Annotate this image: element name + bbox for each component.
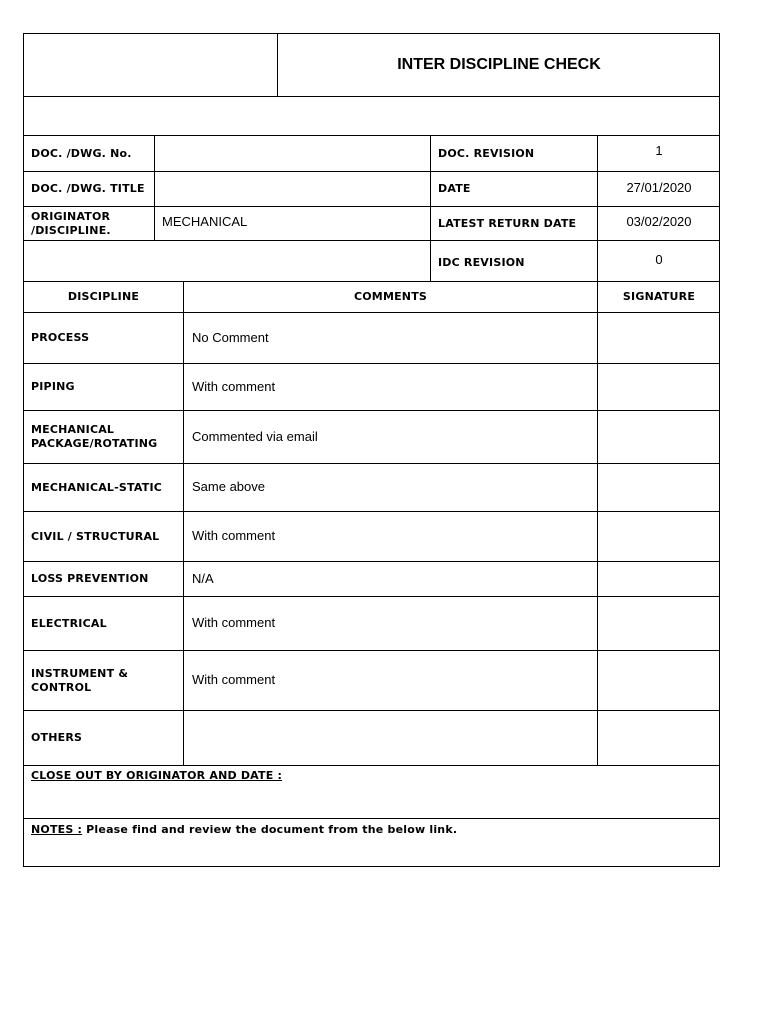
discipline-name bbox=[31, 731, 82, 745]
date-label: DATE bbox=[430, 171, 597, 206]
comment-field[interactable] bbox=[183, 710, 597, 765]
doc-revision-label: DOC. REVISION bbox=[430, 135, 597, 171]
discipline-name bbox=[31, 572, 149, 586]
header-comments: COMMENTS bbox=[183, 281, 597, 312]
blank-band bbox=[24, 96, 720, 135]
idc-form bbox=[23, 33, 720, 867]
comment-field[interactable]: With comment bbox=[183, 596, 597, 650]
doc-no-field[interactable] bbox=[154, 135, 430, 171]
discipline-name-line1: PIPING bbox=[31, 380, 75, 393]
discipline-name-line1: MECHANICAL-STATIC bbox=[31, 480, 163, 494]
discipline-name bbox=[31, 530, 159, 544]
discipline-cell bbox=[24, 596, 183, 650]
discipline-name-line2: PACKAGE/ROTATING bbox=[31, 437, 158, 450]
discipline-cell bbox=[24, 410, 183, 463]
latest-return-field[interactable]: 03/02/2020 bbox=[597, 206, 720, 240]
close-out-label: CLOSE OUT BY ORIGINATOR AND DATE : bbox=[31, 769, 283, 782]
originator-label bbox=[24, 206, 154, 240]
discipline-name-line2: CONTROL bbox=[31, 680, 92, 694]
signature-field[interactable] bbox=[597, 561, 720, 596]
notes-section bbox=[24, 818, 720, 866]
signature-field[interactable] bbox=[597, 410, 720, 463]
comment-field[interactable]: Same above bbox=[183, 463, 597, 511]
discipline-name-line1: ELECTRICAL bbox=[31, 616, 107, 630]
discipline-cell bbox=[24, 650, 183, 710]
header-signature: SIGNATURE bbox=[597, 281, 720, 312]
logo-box bbox=[24, 34, 277, 96]
idc-revision-field[interactable]: 0 bbox=[597, 240, 720, 281]
discipline-name bbox=[31, 481, 162, 495]
signature-field[interactable] bbox=[597, 463, 720, 511]
discipline-name-line1: INSTRUMENT & bbox=[31, 666, 129, 680]
discipline-name bbox=[31, 667, 128, 695]
discipline-name bbox=[31, 331, 89, 345]
signature-field[interactable] bbox=[597, 511, 720, 561]
latest-return-label: LATEST RETURN DATE bbox=[430, 206, 597, 240]
originator-label-line2: /DISCIPLINE. bbox=[31, 224, 111, 237]
comment-field[interactable]: No Comment bbox=[183, 312, 597, 363]
discipline-name-line1: MECHANICAL bbox=[31, 423, 115, 436]
comment-field[interactable]: With comment bbox=[183, 363, 597, 410]
discipline-name-line1: CIVIL / STRUCTURAL bbox=[31, 529, 160, 543]
close-out-section bbox=[24, 765, 720, 818]
discipline-cell bbox=[24, 710, 183, 765]
doc-revision-field[interactable]: 1 bbox=[597, 135, 720, 171]
discipline-name-line1: PROCESS bbox=[31, 331, 90, 344]
discipline-name bbox=[31, 423, 157, 451]
signature-field[interactable] bbox=[597, 363, 720, 410]
header-discipline: DISCIPLINE bbox=[24, 281, 183, 312]
date-field[interactable]: 27/01/2020 bbox=[597, 171, 720, 206]
comment-field[interactable]: Commented via email bbox=[183, 410, 597, 463]
signature-field[interactable] bbox=[597, 312, 720, 363]
discipline-name-line1: OTHERS bbox=[31, 731, 83, 744]
discipline-name bbox=[31, 380, 75, 394]
doc-title-label: DOC. /DWG. TITLE bbox=[24, 171, 154, 206]
comment-field[interactable]: With comment bbox=[183, 650, 597, 710]
idc-blank bbox=[24, 240, 430, 281]
originator-label-line1: ORIGINATOR bbox=[31, 210, 111, 223]
comment-field[interactable]: N/A bbox=[183, 561, 597, 596]
discipline-name-line1: LOSS PREVENTION bbox=[31, 572, 149, 585]
discipline-cell bbox=[24, 312, 183, 363]
signature-field[interactable] bbox=[597, 710, 720, 765]
notes-text: Please find and review the document from the below link. bbox=[82, 823, 458, 836]
originator-field[interactable]: MECHANICAL bbox=[154, 206, 430, 240]
discipline-cell bbox=[24, 463, 183, 511]
form-title: INTER DISCIPLINE CHECK bbox=[277, 34, 720, 96]
idc-revision-label: IDC REVISION bbox=[430, 240, 597, 281]
notes-label: NOTES : bbox=[31, 823, 83, 836]
signature-field[interactable] bbox=[597, 650, 720, 710]
discipline-cell bbox=[24, 511, 183, 561]
discipline-cell bbox=[24, 561, 183, 596]
signature-field[interactable] bbox=[597, 596, 720, 650]
discipline-name bbox=[31, 617, 107, 631]
comment-field[interactable]: With comment bbox=[183, 511, 597, 561]
discipline-cell bbox=[24, 363, 183, 410]
doc-no-label: DOC. /DWG. No. bbox=[24, 135, 154, 171]
doc-title-field[interactable] bbox=[154, 171, 430, 206]
